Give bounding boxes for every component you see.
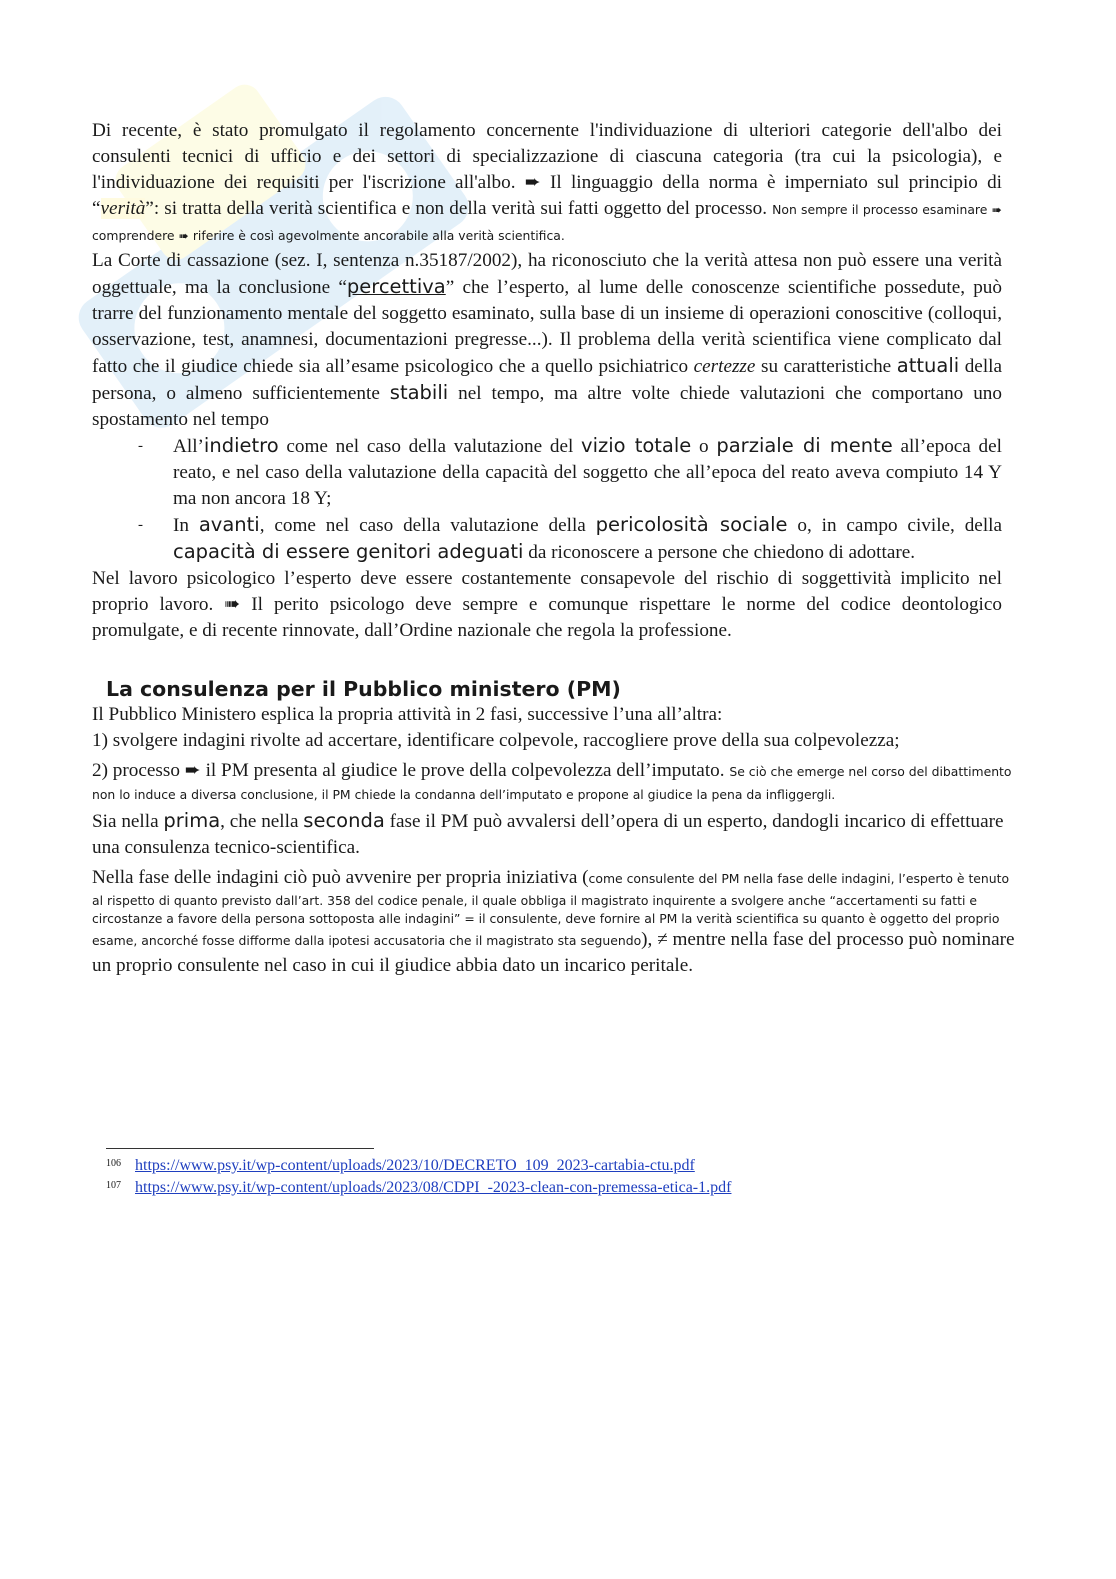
stabili-word: stabili (389, 381, 449, 404)
pm-phase-paragraph: Nella fase delle indagini ciò può avvenire per propria iniziativa (come consulente del PM nella fase delle indagini, l’esperto è tenuto al rispetto di quanto previsto dall’art. 358 del codice penale, il quale obbliga il magistrato inquirente a svolgere anche “accertamenti su fatti e circostanze a favore della persona sottoposta alle indagini” = il consulente, deve fornire al PM la verità scientifica su quanto è oggetto del proprio esame, ancorché fosse difforme dalla ipotesi accusatoria che il magistrato sta seguendo), ≠ mentre nella fase del processo può nominare un proprio consulente nel caso in cui il giudice abbia dato un incarico peritale. (92, 867, 1015, 976)
list-item: - In avanti, come nel caso della valutazione della pericolosità sociale o, in campo civile, della capacità di essere genitori adeguati da riconoscere a persone che chiedono di adottare. (138, 513, 1002, 563)
pm-intro: Il Pubblico Ministero esplica la propria attività in 2 fasi, successive l’una all’altra: (92, 704, 723, 725)
time-shift-list (92, 433, 1002, 566)
footnote-106 (106, 1156, 695, 1176)
arrow-icon: ➠ (224, 594, 241, 615)
attuali-word: attuali (896, 354, 960, 377)
section-heading: La consulenza per il Pubblico ministero (PM) (106, 677, 621, 701)
arrow-icon: ➨ (524, 172, 541, 193)
arrow-icon: ➨ (184, 760, 201, 781)
phase2-note: Se ciò che emerge nel corso del dibattimento non lo induce a diversa conclusione, il PM chiede la condanna dell’imputato e propone al giudice la pena da infliggergli. (92, 764, 1012, 802)
pm-expert-paragraph: Sia nella prima, che nella seconda fase il PM può avvalersi dell’opera di un esperto, dandogli incarico di effettuare una consulenza tecnico-scientifica. (92, 809, 1004, 858)
footnote-number: 106 (106, 1158, 121, 1169)
pm-phase-1: 1) svolgere indagini rivolte ad accertare, identificare colpevole, raccogliere prove della sua colpevolezza; (92, 730, 900, 751)
list-marker: - (138, 438, 143, 454)
footnote-separator (106, 1148, 374, 1149)
paragraph-cassazione: La Corte di cassazione (sez. I, sentenza n.35187/2002), ha riconosciuto che la verità attesa non può essere una verità oggettuale, ma la conclusione “percettiva” che l’esperto, al lume delle conoscenze scientifiche possedute, può trarre del funzionamento mentale del soggetto esaminato, sulla base di un insieme di operazioni conoscitive (colloqui, osservazione, test, anamnesi, documentazioni pregresse...). Il problema della verità scientifica viene complicato dal fatto che il giudice chiede sia all’esame psicologico che a quello psichiatrico certezze su caratteristiche attuali della persona, o almeno sufficientemente stabili nel tempo, ma altre volte chiede valutazioni che comportano uno spostamento nel tempo (92, 250, 1003, 430)
footnote-107 (106, 1178, 731, 1198)
document-page (92, 118, 1015, 979)
art-358-note: come consulente del PM nella fase delle indagini, l’esperto è tenuto al rispetto di quanto previsto dall’art. 358 del codice penale, il quale obbliga il magistrato inquirente a svolgere anche “accertamenti su fatti e circostanze a favore della persona sottoposta alle indagini” = il consulente, deve fornire al PM la verità scientifica su quanto è oggetto del proprio esame, ancorché fosse difforme dalla ipotesi accusatoria che il magistrato sta seguendo (92, 871, 1010, 948)
paragraph-soggettivita: Nel lavoro psicologico l’esperto deve essere costantemente consapevole del rischio di soggettività implicito nel proprio lavoro. ➠ Il perito psicologo deve sempre e comunque rispettare le norme del codice deontologico promulgate, e di recente rinnovate, dall’Ordine nazionale che regola la professione. (92, 568, 1002, 641)
pm-phase-2: 2) processo ➨ il PM presenta al giudice le prove della colpevolezza dell’imputato. Se ciò che emerge nel corso del dibattimento non lo induce a diversa conclusione, il PM chiede la condanna dell’imputato e propone al giudice la pena da infliggergli. (92, 760, 1012, 802)
list-item: - All’indietro come nel caso della valutazione del vizio totale o parziale di mente all’epoca del reato, e nel caso della valutazione della capacità del soggetto che all’epoca del reato aveva compiuto 14 Y ma non ancora 18 Y; (138, 434, 1002, 509)
footnote-number: 107 (106, 1180, 121, 1191)
verita-word: verità (100, 198, 146, 219)
percettiva-word: percettiva (346, 275, 446, 298)
paragraph-albo: Di recente, è stato promulgato il regolamento concernente l'individuazione di ulteriori categorie dell'albo dei consulenti tecnici di ufficio e dei settori di specializzazione di ciascuna categoria (tra cui la psicologia), e l'individuazione dei requisiti per l'iscrizione all'albo. ➨ Il linguaggio della norma è imperniato sul principio di “verità”: si tratta della verità scientifica e non della verità sui fatti oggetto del processo. Non sempre il processo esaminare ➠ comprendere ➠ riferire è così agevolmente ancorabile alla verità scientifica. (92, 120, 1003, 243)
certezze-word: certezze (693, 356, 756, 377)
verita-note: Non sempre il processo esaminare ➠ comprendere ➠ riferire è così agevolmente ancorabile alla verità scientifica. (92, 202, 1002, 243)
list-marker: - (138, 517, 143, 533)
footnote-link[interactable]: https://www.psy.it/wp-content/uploads/2023/10/DECRETO_109_2023-cartabia-ctu.pdf (135, 1157, 695, 1174)
footnote-link[interactable]: https://www.psy.it/wp-content/uploads/2023/08/CDPI_-2023-clean-con-premessa-etica-1.pdf (135, 1179, 732, 1196)
